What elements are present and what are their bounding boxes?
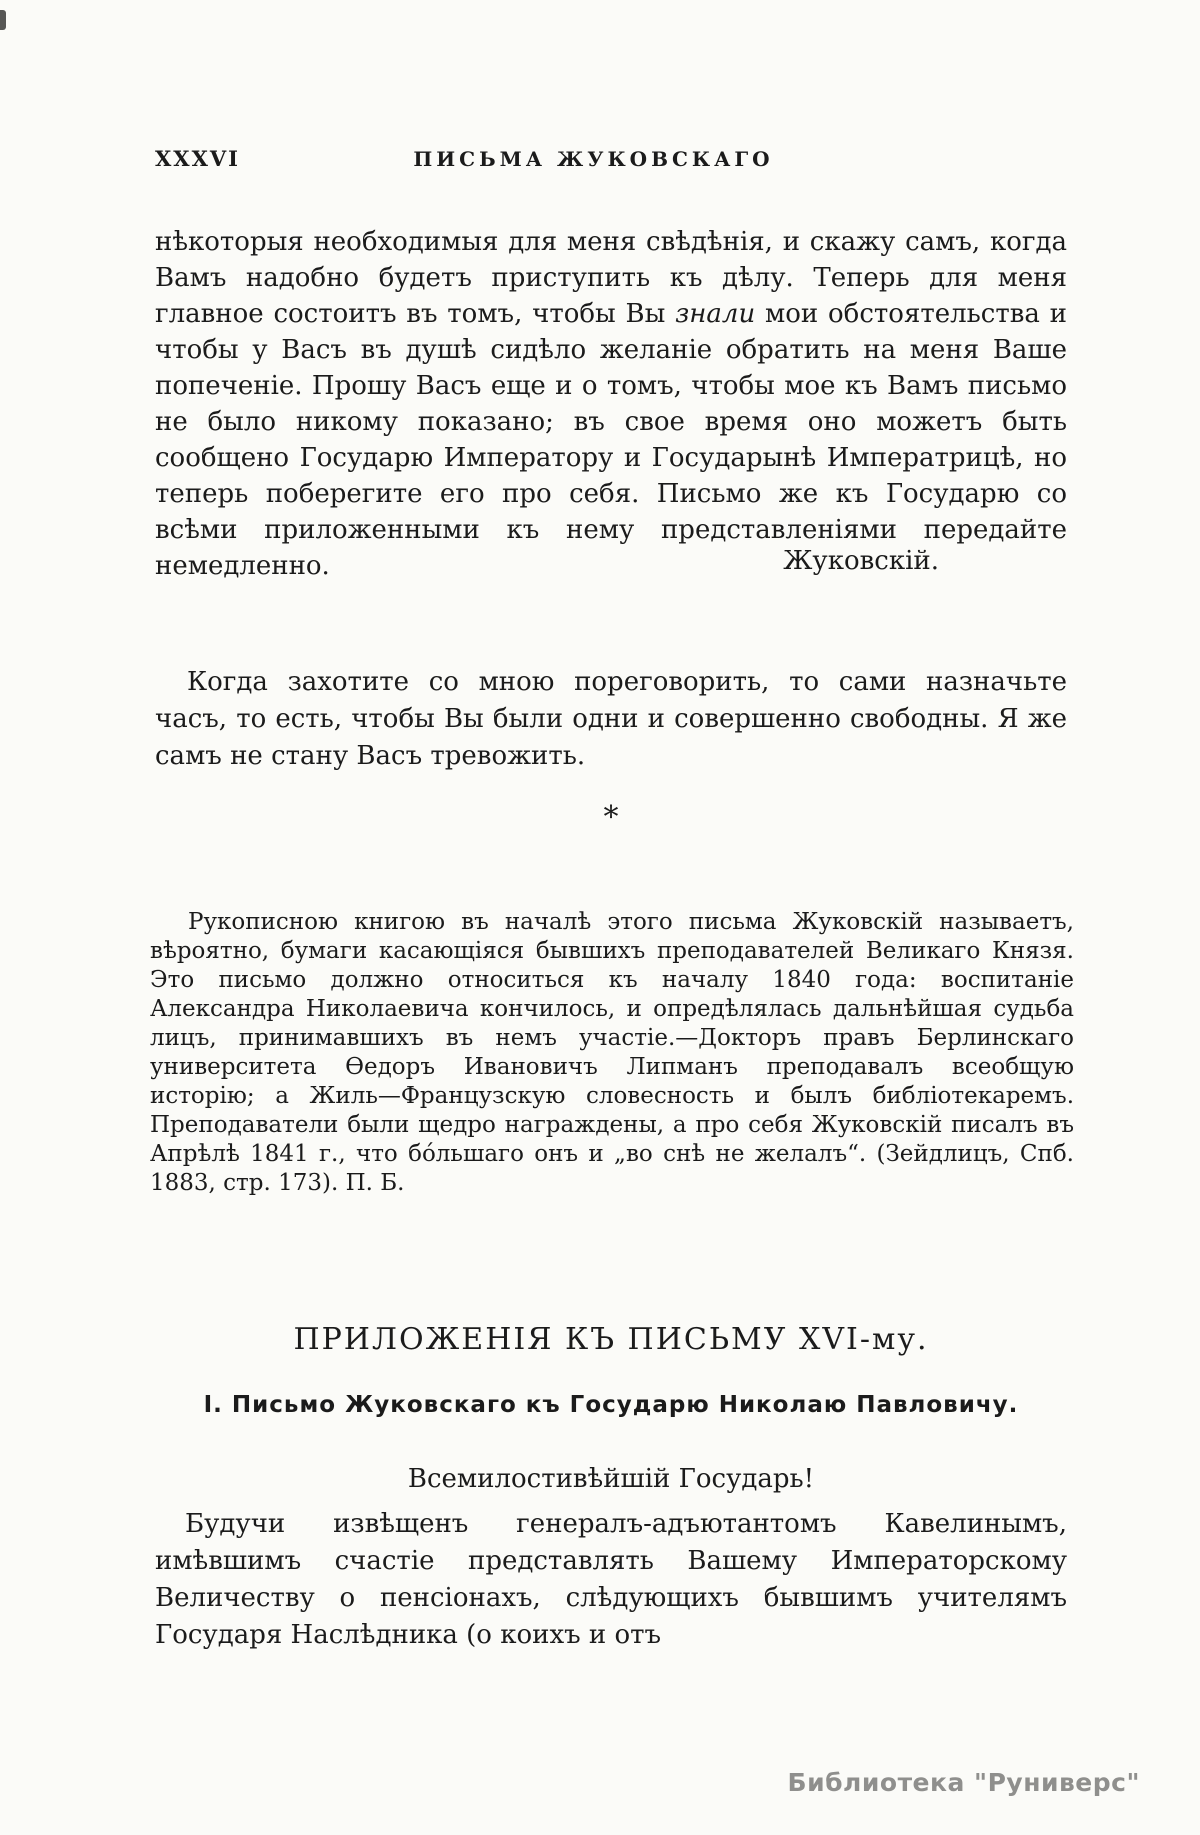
letter-text-segment: мои обстоятельства и чтобы у Васъ въ душѣ сидѣло желаніе обратить на меня Ваше попеченіе. Прошу Васъ еще и о томъ, чтобы мое къ Вамъ письмо не было никому показано; въ свое время оно можетъ быть сообщено Государю Императору и Государынѣ Императрицѣ, но теперь поберегите его про себя. Письмо же къ Государю со всѣми приложенными къ нему представленіями передайте немедленно. (155, 299, 1067, 581)
section-separator-asterisk: * (603, 800, 619, 835)
appendix-subheading: I. Письмо Жуковскаго къ Государю Николаю Павловичу. (203, 1392, 1019, 1418)
letter-paragraph-continued (155, 224, 1067, 584)
letter-text-segment: нѣкоторыя необходимыя для меня свѣдѣнія, и скажу самъ, когда Вамъ надобно будетъ приступить къ дѣлу. Теперь для меня главное состоитъ въ томъ, чтобы Вы (155, 227, 1067, 329)
library-watermark: Библиотека "Руниверс" (787, 1768, 1140, 1797)
appendix-heading: ПРИЛОЖЕНІЯ КЪ ПИСЬМУ XVI-му. (293, 1322, 929, 1357)
letter-emphasized-word: знали (675, 299, 756, 329)
letter-signature: Жуковскій. (783, 546, 939, 576)
editor-annotation: Рукописною книгою въ началѣ этого письма Жуковскій называетъ, вѣроятно, бумаги касающіяся бывшихъ преподавателей Великаго Князя. Это письмо должно относиться къ началу 1840 года: воспитаніе Александра Николаевича кончилось, и опредѣлялась дальнѣйшая судьба лицъ, принимавшихъ въ немъ участіе.—Докторъ правъ Берлинскаго университета Ѳедоръ Ивановичъ Липманъ преподавалъ всеобщую исторію; а Жиль—Французскую словесность и былъ библіотекаремъ. Преподаватели были щедро награждены, а про себя Жуковскій писалъ въ Апрѣлѣ 1841 г., что бо́льшаго онъ и „во снѣ не желалъ“. (Зейдлицъ, Спб. 1883, стр. 173). П. Б. (150, 909, 1074, 1196)
running-title: ПИСЬМА ЖУКОВСКАГО (413, 147, 774, 171)
page-number: XXXVI (155, 146, 240, 171)
running-header (155, 146, 1067, 171)
letter-salutation: Всемилостивѣйшій Государь! (407, 1464, 815, 1494)
scan-edge-artifact (0, 10, 6, 30)
letter-postscript-paragraph: Когда захотите со мною пореговорить, то сами назначьте часъ, то есть, чтобы Вы были одни и совершенно свободны. Я же самъ не стану Васъ тревожить. (155, 667, 1067, 771)
appendix-letter-paragraph: Будучи извѣщенъ генералъ-адъютантомъ Кавелинымъ, имѣвшимъ счастіе представлять Вашему Императорскому Величеству о пенсіонахъ, слѣдующихъ бывшимъ учителямъ Государя Наслѣдника (о коихъ и отъ (155, 1509, 1067, 1650)
